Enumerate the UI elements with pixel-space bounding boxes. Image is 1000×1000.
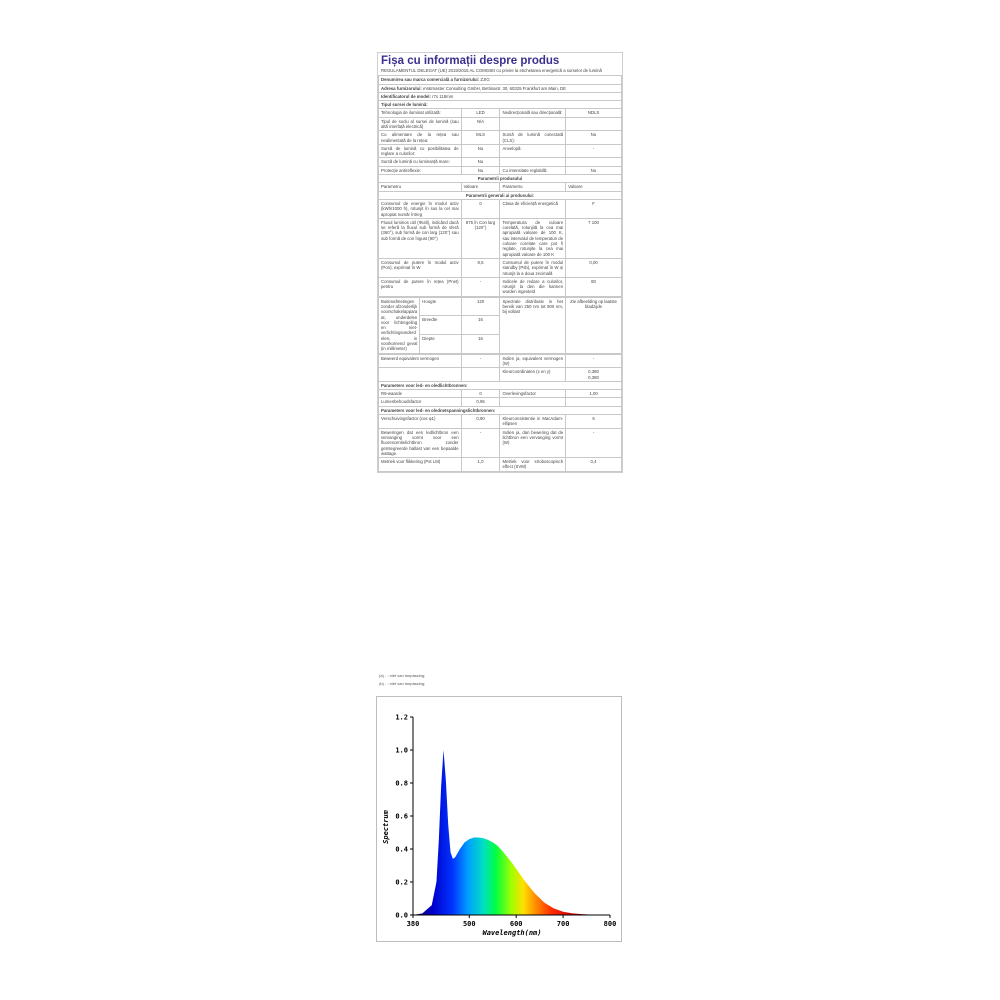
dims-label: Buitenafmetingen zonder afzonderlijk voorschakelapparaat, onderdelen voor lichtregeling en niet-verlichtingsonderdelen, in voorkomend geval (in millimeter) [379,297,420,353]
mains-row [379,428,622,457]
mains-value-left: 1,0 [461,458,500,472]
general-value-left: - [461,277,500,296]
equiv-param-right: Indien ja, equivalent vermogen (W) [500,354,566,368]
type-value-left: Nu [461,144,500,158]
led-param-left: Lumenbehoudsfactor [379,398,462,406]
general-row [379,258,622,277]
type-row [379,144,622,158]
column-header-row [379,183,622,191]
general-row [379,199,622,218]
led-value-left: 0 [461,390,500,398]
general-param-right: Temperatura de culoare corelată, rotunjită la cea mai apropiată valoare de 100 K, sau intervalul de temperaturi de culoare corelate care pot fi reglate, rotunjite la cea mai apropiată valoare de 100 K [500,218,566,258]
spectrum-chart [376,696,622,942]
general-param-right: Indicele de redare a culorilor, rotunjit la den die kannen worden ingesteld [500,277,566,296]
type-row [379,131,622,145]
address-value: eVatmaster Consulting GmbH, Bettinastr. 30, 60325 Frankfurt am Main, DE [423,85,567,91]
model-label: Identificatorul de model: [381,93,431,99]
type-value-right: Nu [566,166,622,174]
dims-value: 16 [461,335,500,354]
led-header-row [379,381,622,389]
address-label: Adresa furnizorului: [381,85,422,91]
type-row [379,166,622,174]
x-tick-label: 700 [556,920,570,928]
sheet-subtitle: REGULAMENTUL DELEGAT (UE) 2019/2015 AL COMISIEI cu privire la etichetarea energetică a surselor de lumină [381,68,602,73]
general-value-right: F [566,199,622,218]
equiv-value-left: - [461,354,500,368]
mains-param-left: Verschuivingsfactor (cos φ1) [379,415,462,429]
mains-param-right: Metriek voor stroboscopisch effect (SVM) [500,458,566,472]
type-value-right: - [566,144,622,158]
type-value-right: Nu [566,131,622,145]
address-row [379,84,622,92]
x-tick-label: 500 [462,920,476,928]
dims-row [379,297,622,316]
type-value-left: LED [461,109,500,117]
type-row [379,158,622,166]
type-param-right [500,158,566,166]
y-tick-group [395,714,413,920]
equiv-value-right: 0,380 0,380 [566,368,622,382]
type-param-right: Sursă de lumină conectată (CLS): [500,131,566,145]
led-param-left: R9-waarde [379,390,462,398]
mains-param-left: Metriek voor flikkering (Pst LM) [379,458,462,472]
equiv-value-left [461,368,500,382]
dims-value: 120 [461,297,500,316]
equiv-row [379,354,622,368]
mains-param-left: Beweringen dat een ledlichtbron een vervanging vormt voor een fluorescentielichtbron zonder geïntegreerde ballast van een bepaalde wattage. [379,428,462,457]
general-value-right: 0,00 [566,258,622,277]
led-rows [379,390,622,407]
equiv-param-left [379,368,462,382]
mains-param-right: Kleurconsistentie in MacAdam-ellipsen [500,415,566,429]
general-value-left: 875 în Con larg (120°) [461,218,500,258]
type-param-right: Cu intensitate reglabilă: [500,166,566,174]
type-rows [379,109,622,175]
y-tick-label: 1.0 [395,746,408,755]
general-value-right: 7 100 [566,218,622,258]
mains-param-right: Indien ja, dan bewering dat de lichtbron een vervanging vormt (W) [500,428,566,457]
mains-value-right: 0,4 [566,458,622,472]
x-tick-label: 600 [509,920,523,928]
x-axis-label: Wavelength(nm) [482,929,542,937]
brand-value: ZJIG [480,77,490,83]
type-row [379,117,622,131]
type-param-left: Protecție antireflexie: [379,166,462,174]
mains-row [379,458,622,472]
dims-rows [379,297,622,353]
type-param-left: Tipul de soclu al sursei de lumină (sau altă interfață electrică) [379,117,462,131]
type-value-left: N/A [461,117,500,131]
general-row [379,277,622,296]
source-type-label: Tipul sursei de lumină: [379,101,622,109]
y-tick-label: 0.2 [395,878,408,887]
general-param-left: Consumul de energie în modul activ (kWh/1000 h), rotunjit în sus la cel mai apropiat număr întreg [379,199,462,218]
equiv-param-left: Beweerd equivalent vermogen [379,354,462,368]
dims-value: 16 [461,316,500,335]
general-header-row [379,191,622,199]
product-info-sheet [377,52,623,473]
equiv-row [379,368,622,382]
type-param-left: Tehnologia de iluminat utilizată: [379,109,462,117]
dims-table [378,297,622,354]
type-param-left: Sursă de lumină cu posibilitatea de reglare a culorilor: [379,144,462,158]
dims-name: Hoogte [420,297,461,316]
led-param-right: Overlevingsfactor [500,390,566,398]
general-value-right: 80 [566,277,622,296]
col-header-value-1: Valoare [461,183,500,191]
dims-name: Diepte [420,335,461,354]
product-params-header-row [379,175,622,183]
spectrum-area [413,750,610,915]
product-params-header: Parametrii produsului [379,175,622,183]
mains-value-left: - [461,428,500,457]
params-table [378,354,622,472]
type-value-right: NDLS [566,109,622,117]
mains-row [379,415,622,429]
mains-header-row [379,406,622,414]
led-value-right: 1,00 [566,390,622,398]
general-value-left: 0 [461,199,500,218]
brand-label: Denumirea sau marca comercială a furnizorului: [381,77,480,83]
x-tick-label: 380 [406,920,420,928]
equiv-rows [379,354,622,381]
general-header: Parametrii generali ai produsului: [379,191,622,199]
led-value-left: 0,96 [461,398,500,406]
mains-value-left: 0,90 [461,415,500,429]
general-param-right: Consumul de putere în modul standby (Psb), exprimat în W și rotunjit la a doua zecimală [500,258,566,277]
col-header-param-1: Parametru [379,183,462,191]
type-param-right [500,117,566,131]
col-header-value-2: Valoare [566,183,622,191]
type-value-left: Nu [461,166,500,174]
led-row [379,398,622,406]
type-value-right [566,158,622,166]
type-param-right: Anvelopă: [500,144,566,158]
mains-value-right: 6 [566,415,622,429]
dims-name: Breedte [420,316,461,335]
y-tick-label: 0.6 [395,812,408,821]
general-param-left: Consumul de putere în modul activ (Pon), exprimat în W [379,258,462,277]
type-param-right: Nedirecțională sau direcțională: [500,109,566,117]
general-row [379,218,622,258]
spectrum-chart-svg [377,697,621,941]
led-row [379,390,622,398]
type-row [379,109,622,117]
info-table [378,75,622,297]
type-param-left: Sursă de lumină cu luminanță mare: [379,158,462,166]
footnote-b: (b) - : niet van toepassing; [379,681,426,686]
led-header: Parameters voor led- en oledlichtbronnen: [379,381,622,389]
y-tick-label: 0.4 [395,845,408,854]
general-param-left: Fluxul luminos util (Φutil), indicând dacă se referă la fluxul sub formă de sferă (360°), sub formă de con larg (120°) sau sub formă de con îngust (90°) [379,218,462,258]
general-param-right: Clasa de eficiență energetică [500,199,566,218]
general-param-left: Consumul de putere în rețea (Pnet) pentru [379,277,462,296]
mains-rows [379,415,622,472]
type-value-left: MLS [461,131,500,145]
y-tick-label: 1.2 [395,713,408,722]
y-tick-label: 0.8 [395,779,408,788]
sheet-title: Fișa cu informații despre produs [381,55,560,67]
type-param-left: Cu alimentare de la rețea sau nealimentată de la rețea: [379,131,462,145]
mains-header: Parameters voor led- en olednetspanningslichtbronnen: [379,406,622,414]
footnote-a: (a) - : niet van toepassing; [379,673,426,678]
spectral-param: Spectrale distributie in het bereik van 250 nm tot 800 nm, bij vollast [500,297,566,353]
model-row [379,92,622,100]
y-axis-label: Spectrum [382,810,390,844]
brand-row [379,76,622,84]
general-rows [379,199,622,296]
spectral-value: Zie afbeelding op laatste bladzijde [566,297,622,353]
equiv-value-right: - [566,354,622,368]
type-value-left: Nu [461,158,500,166]
source-type-row [379,101,622,109]
col-header-param-2: Parametru [500,183,566,191]
model-value: r7s 118mm [432,93,454,99]
type-value-right [566,117,622,131]
x-tick-label: 800 [603,920,617,928]
y-tick-label: 0.0 [395,911,408,920]
general-value-left: 8,5 [461,258,500,277]
equiv-param-right: Kleurcoördinaten (x en y) [500,368,566,382]
mains-value-right: - [566,428,622,457]
led-value-right [566,398,622,406]
x-tick-group [407,915,617,928]
led-param-right [500,398,566,406]
